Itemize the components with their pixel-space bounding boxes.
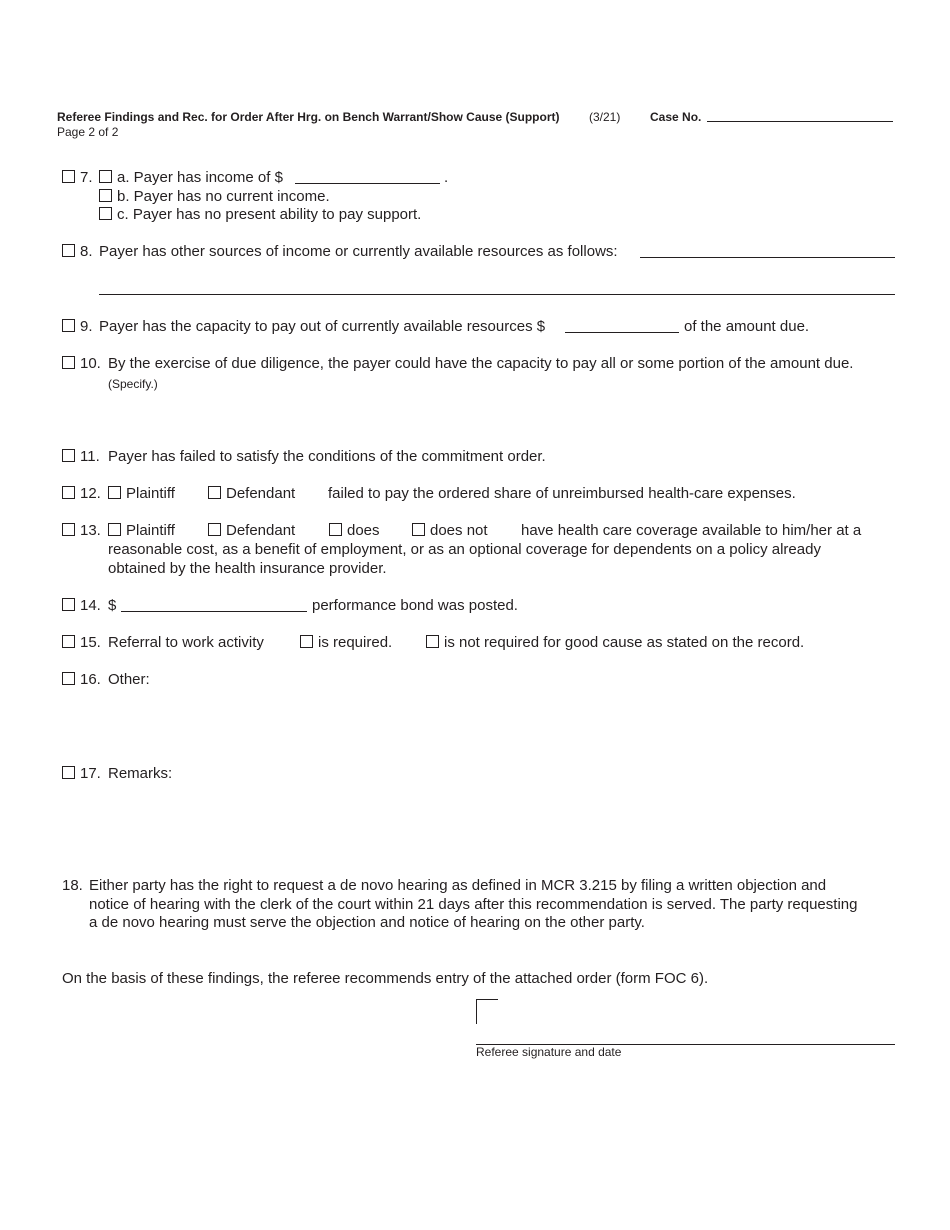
item-18-line-2: notice of hearing with the clerk of the court within 21 days after this recommendation is served. The party requesting [89,896,858,913]
item-12-checkbox[interactable] [62,486,75,499]
item-16-checkbox[interactable] [62,672,75,685]
item-11-number: 11. [80,448,100,465]
item-17-checkbox[interactable] [62,766,75,779]
item-15-number: 15. [80,634,101,651]
item-18-line-3: a de novo hearing must serve the objection and notice of hearing on the other party. [89,914,645,931]
item-15-not-required-label: is not required for good cause as stated on the record. [444,634,805,651]
item-7c-text: c. Payer has no present ability to pay support. [117,206,422,223]
item-10-text: By the exercise of due diligence, the payer could have the capacity to pay all or some portion of the amount due. [108,355,854,372]
item-14-bond-amount-field[interactable] [121,611,307,612]
item-16-text: Other: [108,671,150,688]
item-14-checkbox[interactable] [62,598,75,611]
item-15-not-required-checkbox[interactable] [426,635,439,648]
item-9-number: 9. [80,318,93,335]
item-7-checkbox[interactable] [62,170,75,183]
item-8-checkbox[interactable] [62,244,75,257]
form-revision: (3/21) [589,110,621,124]
item-13-text-line-2: reasonable cost, as a benefit of employment, or as an optional coverage for dependents on a policy already [108,541,821,558]
item-13-plaintiff-checkbox[interactable] [108,523,121,536]
item-15-required-checkbox[interactable] [300,635,313,648]
item-9-checkbox[interactable] [62,319,75,332]
item-10-number: 10. [80,355,101,372]
item-14-number: 14. [80,597,101,614]
item-7a-period: . [444,169,449,186]
page-number: Page 2 of 2 [57,125,119,139]
item-13-text-line-1: have health care coverage available to him/her at a [521,522,862,539]
item-9-text: Payer has the capacity to pay out of currently available resources $ [99,318,546,335]
item-8-number: 8. [80,243,93,260]
item-17-text: Remarks: [108,765,173,782]
case-no-field[interactable] [707,121,893,122]
item-13-does-not-label: does not [430,522,488,539]
item-12-defendant-checkbox[interactable] [208,486,221,499]
item-7b-checkbox[interactable] [99,189,112,202]
item-7b-text: b. Payer has no current income. [117,188,330,205]
item-14-text: performance bond was posted. [312,597,518,614]
item-13-checkbox[interactable] [62,523,75,536]
item-7a-income-field[interactable] [295,183,440,184]
item-12-defendant-label: Defendant [226,485,296,502]
item-9-text-end: of the amount due. [684,318,810,335]
item-15-required-label: is required. [318,634,393,651]
signature-corner-mark-top [476,999,498,1000]
item-15-checkbox[interactable] [62,635,75,648]
item-13-text-line-3: obtained by the health insurance provider. [108,560,387,577]
item-10-checkbox[interactable] [62,356,75,369]
item-13-plaintiff-label: Plaintiff [126,522,175,539]
item-8-text: Payer has other sources of income or currently available resources as follows: [99,243,618,260]
item-11-checkbox[interactable] [62,449,75,462]
item-12-number: 12. [80,485,101,502]
item-8-field-line-2[interactable] [99,294,895,295]
case-no-label: Case No. [650,110,702,124]
item-12-plaintiff-label: Plaintiff [126,485,175,502]
item-13-defendant-checkbox[interactable] [208,523,221,536]
signature-label: Referee signature and date [476,1045,622,1059]
item-12-text: failed to pay the ordered share of unreimbursed health-care expenses. [328,485,796,502]
item-7a-text: a. Payer has income of $ [117,169,283,186]
item-16-number: 16. [80,671,101,688]
signature-corner-mark [476,999,477,1024]
item-18-line-1: Either party has the right to request a de novo hearing as defined in MCR 3.215 by filing a written objection and [89,877,827,894]
form-title: Referee Findings and Rec. for Order After Hrg. on Bench Warrant/Show Cause (Support) [57,110,560,124]
item-13-defendant-label: Defendant [226,522,296,539]
item-18-number: 18. [62,877,83,894]
item-10-specify: (Specify.) [108,377,158,391]
item-14-dollar: $ [108,597,117,614]
item-17-number: 17. [80,765,101,782]
closing-statement: On the basis of these findings, the referee recommends entry of the attached order (form FOC 6). [62,970,709,987]
item-12-plaintiff-checkbox[interactable] [108,486,121,499]
item-7a-checkbox[interactable] [99,170,112,183]
item-11-text: Payer has failed to satisfy the conditions of the commitment order. [108,448,546,465]
item-13-does-checkbox[interactable] [329,523,342,536]
item-7c-checkbox[interactable] [99,207,112,220]
item-9-amount-field[interactable] [565,332,679,333]
item-13-number: 13. [80,522,101,539]
item-13-does-label: does [347,522,380,539]
item-15-text: Referral to work activity [108,634,264,651]
item-7-number: 7. [80,169,93,186]
item-8-field-line-1[interactable] [640,257,895,258]
item-13-does-not-checkbox[interactable] [412,523,425,536]
